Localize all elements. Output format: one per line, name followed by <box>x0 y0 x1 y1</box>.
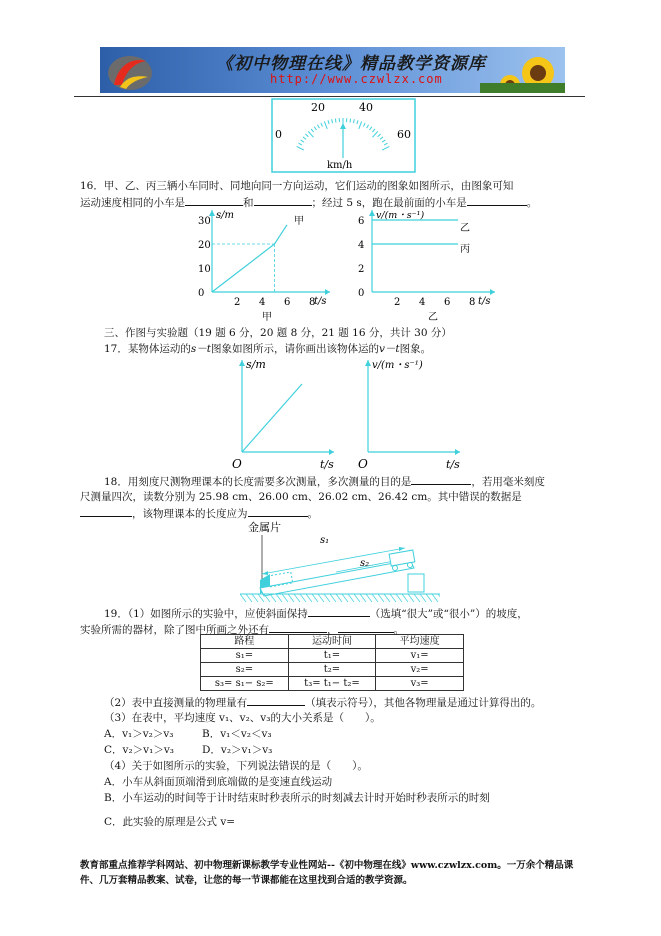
q19-line1 <box>104 605 528 622</box>
y-tick-label: 10 <box>198 264 211 275</box>
q19-part4-option-a[interactable]: A．小车从斜面顶端滑到底端做的是变速直线运动 <box>104 776 333 788</box>
q16-text-a: 运动速度相同的小车是 <box>80 197 185 209</box>
y-tick-label: 20 <box>198 240 211 251</box>
q19-part4-option-c[interactable]: C．此实验的原理是公式 v= <box>104 816 236 828</box>
table-header-cell: 平均速度 <box>376 635 464 649</box>
q18-text-a: 18．用刻度尺测物理课本的长度需要多次测量，多次测量的目的是 <box>104 476 412 488</box>
banner-title: 《初中物理在线》精品教学资源库 <box>216 54 486 74</box>
q19-part4: （4）关于如图所示的实验，下列说法错误的是（ ）。 <box>104 760 368 772</box>
q16-text-c: ；经过 5 s，跑在最前面的小车是 <box>311 197 467 209</box>
q16-line1: 16．甲、乙、丙三辆小车同时、同地向同一方向运动，它们运动的图象如图所示，由图象可知 <box>80 180 514 192</box>
q19-text-a: 19．（1）如图所示的实验中，应使斜面保持 <box>104 608 308 620</box>
q19-part3: （3）在表中，平均速度 v₁、v₂、v₃的大小关系是（ ）。 <box>104 712 381 724</box>
x-tick-label: 4 <box>419 297 426 308</box>
yi-ylabel: v/(m・s⁻¹) <box>376 210 425 221</box>
x-tick-label: 4 <box>259 297 266 308</box>
graph-q17-st <box>228 356 340 474</box>
q19-text-d: ， <box>327 624 338 636</box>
yi-xlabel: t/s <box>478 296 491 307</box>
q19-part4-option-b[interactable]: B．小车运动的时间等于计时结束时秒表所示的时刻减去计时开始时秒表所示的时刻 <box>104 792 490 804</box>
table-row <box>201 663 464 677</box>
dial-tick <box>335 119 336 123</box>
footer-line2: 件、几万套精品教案、试卷，让您的每一节课都能在这里找到合适的教学资源。 <box>80 875 413 886</box>
q18-blank-2[interactable] <box>80 505 132 517</box>
q18-line1 <box>104 473 545 490</box>
q19-data-table <box>200 634 464 691</box>
q18-line2: 尺测量四次，读数分别为 25.98 cm、26.00 cm、26.02 cm、26.42 cm。其中错误的数据是 <box>80 491 522 503</box>
table-header-cell: 路程 <box>201 635 289 649</box>
q19-option-a[interactable]: A．v₁＞v₂＞v₃ <box>104 728 174 740</box>
q18-text-d: 。 <box>307 508 318 520</box>
q17-vt-ylabel: v/(m・s⁻¹) <box>372 360 423 371</box>
q17-text-b: 图象如图所示，请你画出该物体运的 <box>210 343 379 355</box>
q16-blank-2[interactable] <box>254 194 312 206</box>
jia-ylabel: s/m <box>216 210 234 221</box>
q19-part2 <box>104 694 541 711</box>
dial-label-60: 60 <box>397 128 411 141</box>
header-rule <box>74 96 585 97</box>
dial-tick <box>350 119 351 123</box>
y-tick-label: 2 <box>358 264 365 275</box>
section3-heading: 三、作图与实验题（19 题 6 分，20 题 8 分，21 题 16 分，共计 30 分） <box>104 327 452 339</box>
table-cell[interactable]: s₁= <box>201 649 289 663</box>
table-cell[interactable]: v₁= <box>376 649 464 663</box>
q17-st-xlabel: t/s <box>320 458 334 471</box>
table-cell[interactable]: v₃= <box>376 677 464 691</box>
graph-q17-vt <box>354 356 466 474</box>
q17-vt: v－t <box>378 343 400 355</box>
q17-st-origin: O <box>232 457 242 471</box>
q19-part2-text-a: （2）表中直接测量的物理量有 <box>104 697 248 709</box>
q19-blank-2[interactable] <box>269 621 327 633</box>
dial-label-40: 40 <box>359 101 373 114</box>
q17-text-c: 图象。 <box>399 343 432 355</box>
q19-blank-1[interactable] <box>308 605 370 617</box>
q17-vt-origin: O <box>358 457 368 471</box>
x-tick-label: 2 <box>394 297 401 308</box>
yi-caption: 乙 <box>428 312 438 323</box>
table-cell[interactable]: s₂= <box>201 663 289 677</box>
dial-unit: km/h <box>327 160 353 171</box>
yi-series-label-1: 乙 <box>460 223 470 234</box>
graph-yi <box>356 208 501 326</box>
q17-st-ylabel: s/m <box>246 358 266 371</box>
q19-text-b: （选填“很大”或“很小”）的坡度， <box>369 608 528 620</box>
incline-figure <box>240 518 440 604</box>
q16-blank-3[interactable] <box>467 194 527 206</box>
q19-option-c[interactable]: C．v₂＞v₁＞v₃ <box>104 744 174 756</box>
jia-series-label: 甲 <box>294 216 304 227</box>
table-row <box>201 649 464 663</box>
graph-jia <box>196 208 336 326</box>
support-block <box>408 574 424 592</box>
table-cell[interactable]: v₂= <box>376 663 464 677</box>
y-tick-label: 30 <box>198 216 211 227</box>
q19-part2-text-b: （填表示符号），其他各物理量是通过计算得出的。 <box>305 697 542 709</box>
table-header-row <box>201 635 464 649</box>
dial-label-0: 0 <box>275 128 282 141</box>
q17-text-a: 17．某物体运动的 <box>104 343 191 355</box>
table-header-cell: 运动时间 <box>288 635 376 649</box>
jia-series-line <box>212 225 287 292</box>
table-cell[interactable]: t₃= t₁− t₂= <box>288 677 376 691</box>
q19-text-e: 。 <box>393 624 404 636</box>
x-tick-label: 6 <box>444 297 451 308</box>
header-banner <box>100 47 565 93</box>
y-tick-label: 6 <box>358 216 365 227</box>
q19-blank-3[interactable] <box>338 621 394 633</box>
y-tick-label: 0 <box>198 288 205 299</box>
y-tick-label: 4 <box>358 240 365 251</box>
q19-option-d[interactable]: D．v₂＞v₁＞v₃ <box>202 744 273 756</box>
q18-text-b: ，若用毫米刻度 <box>471 476 545 488</box>
q19-blank-4[interactable] <box>247 694 305 706</box>
jia-xlabel: t/s <box>314 296 327 307</box>
banner-url[interactable]: http://www.czwlzx.com <box>270 72 443 86</box>
q16-text-d: 。 <box>526 197 538 209</box>
x-tick-label: 8 <box>469 297 476 308</box>
footer-line1: 教育部重点推荐学科网站、初中物理新课标教学专业性网站--《初中物理在线》www.czwlzx.com。一万余个精品课 <box>80 860 574 871</box>
x-tick-label: 8 <box>309 297 316 308</box>
speedometer-figure <box>271 98 417 174</box>
q17-text <box>104 341 431 357</box>
q19-text-c: 实验所需的器材，除了图中所画之外还有 <box>80 624 269 636</box>
table-cell[interactable]: t₁= <box>288 649 376 663</box>
dial-label-20: 20 <box>311 101 325 114</box>
incline-label-metal: 金属片 <box>248 521 281 534</box>
q17-st: s－t <box>190 343 211 355</box>
y-tick-label: 0 <box>358 288 365 299</box>
q16-blank-1[interactable] <box>185 194 243 206</box>
yi-series-label-2: 丙 <box>460 244 470 255</box>
table-row <box>201 677 464 691</box>
q16-text-b: 和 <box>243 197 254 209</box>
x-tick-label: 6 <box>284 297 291 308</box>
jia-caption: 甲 <box>262 312 272 323</box>
q18-blank-1[interactable] <box>411 473 471 485</box>
q19-option-b[interactable]: B．v₁＜v₂＜v₃ <box>202 728 272 740</box>
q18-text-c: ，该物理课本的长度应为 <box>132 508 248 520</box>
table-cell[interactable]: t₂= <box>288 663 376 677</box>
q17-st-line <box>242 384 302 452</box>
x-tick-label: 2 <box>234 297 241 308</box>
q18-blank-3[interactable] <box>248 505 308 517</box>
incline-label-s1: s₁ <box>320 535 330 546</box>
site-logo <box>108 56 152 90</box>
incline-label-s2: s₂ <box>360 558 370 569</box>
q17-vt-xlabel: t/s <box>446 458 460 471</box>
table-cell[interactable]: s₃= s₁− s₂= <box>201 677 289 691</box>
